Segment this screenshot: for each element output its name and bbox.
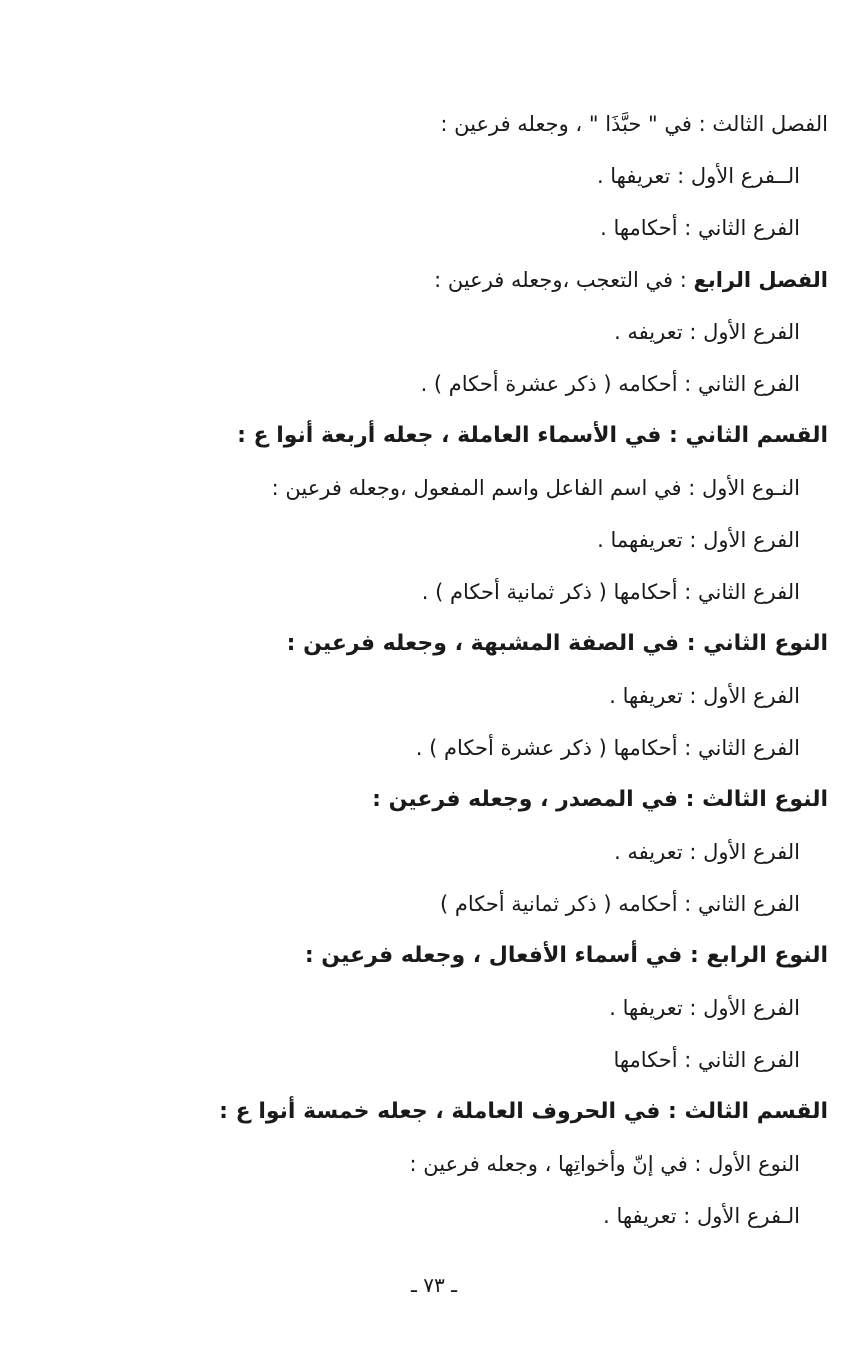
type-1-heading: النـوع الأول : في اسم الفاعل واسم المفعول ،وجعله فرعين : (271, 476, 800, 500)
chapter-3-heading: الفصل الثالث : في " حبَّذَا " ، وجعله فرعين : (440, 112, 828, 136)
branch-1-definition: الفرع الأول : تعريفه . (614, 840, 800, 864)
section-2-heading: القسم الثاني : في الأسماء العاملة ، جعله أربعة أنوا ع : (237, 423, 828, 448)
branch-1-definition: الفرع الأول : تعريفها . (609, 684, 800, 708)
chapter-4-heading (434, 264, 828, 296)
branch-1-definition: الــفرع الأول : تعريفها . (596, 164, 800, 188)
branch-2-rules: الفرع الثاني : أحكامها (613, 1048, 800, 1072)
type-2-heading: النوع الثاني : في الصفة المشبهة ، وجعله فرعين : (286, 631, 828, 656)
chapter-4-subtitle: : في التعجب ،وجعله فرعين : (434, 268, 687, 292)
type-4-heading: النوع الرابع : في أسماء الأفعال ، وجعله فرعين : (304, 943, 828, 968)
type-1-heading: النوع الأول : في إنّ وأخواتِها ، وجعله فرعين : (409, 1152, 800, 1176)
branch-2-rules: الفرع الثاني : أحكامها . (600, 216, 800, 240)
branch-2-rules: الفرع الثاني : أحكامها ( ذكر عشرة أحكام ) . (415, 736, 800, 760)
section-3-heading: القسم الثالث : في الحروف العاملة ، جعله خمسة أنوا ع : (219, 1099, 828, 1124)
branch-1-definition: الفرع الأول : تعريفه . (614, 320, 800, 344)
branch-1-definition: الـفرع الأول : تعريفها . (603, 1204, 800, 1228)
branch-2-rules: الفرع الثاني : أحكامه ( ذكر عشرة أحكام ) . (420, 372, 800, 396)
branch-2-rules: الفرع الثاني : أحكامها ( ذكر ثمانية أحكام ) . (421, 580, 800, 604)
page-number: ـ ٧٣ ـ (411, 1273, 457, 1297)
chapter-4-title: الفصل الرابع (693, 268, 828, 292)
branch-1-definition: الفرع الأول : تعريفها . (609, 996, 800, 1020)
branch-1-definition: الفرع الأول : تعريفهما . (597, 528, 800, 552)
branch-2-rules: الفرع الثاني : أحكامه ( ذكر ثمانية أحكام ) (439, 892, 800, 916)
type-3-heading: النوع الثالث : في المصدر ، وجعله فرعين : (372, 787, 828, 812)
